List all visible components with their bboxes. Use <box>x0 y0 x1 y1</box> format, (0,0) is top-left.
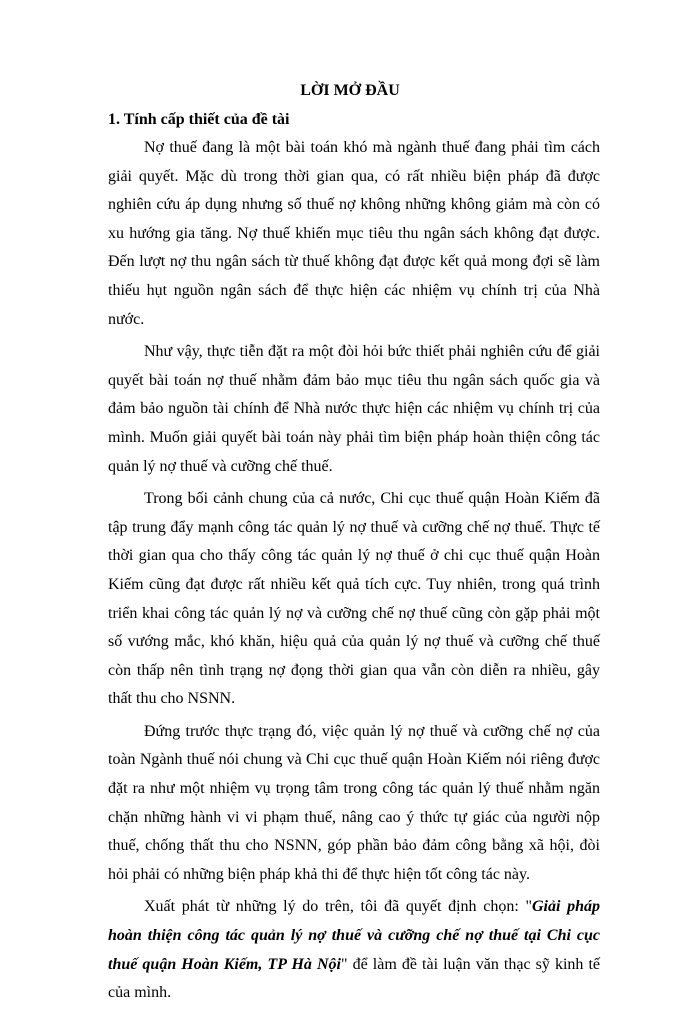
paragraph-5 <box>108 893 600 1007</box>
section-heading: 1. Tính cấp thiết của đề tài <box>108 111 290 128</box>
paragraph-1: Nợ thuế đang là một bài toán khó mà ngành thuế đang phải tìm cách giải quyết. Mặc dù trong thời gian qua, có rất nhiều biện pháp đã được nghiên cứu áp dụng nhưng số thuế nợ không những không giảm mà còn có xu hướng gia tăng. Nợ thuế khiến mục tiêu thu ngân sách không đạt được. Đến lượt nợ thu ngân sách từ thuế không đạt được kết quả mong đợi sẽ làm thiếu hụt nguồn ngân sách để thực hiện các nhiệm vụ chính trị của Nhà nước. <box>108 139 600 328</box>
closing-prefix: Xuất phát từ những lý do trên, tôi đã quyết định chọn: " <box>144 898 532 916</box>
paragraph-4: Đứng trước thực trạng đó, việc quản lý nợ thuế và cưỡng chế nợ của toàn Ngành thuế nói chung và Chi cục thuế quận Hoàn Kiếm nói riêng được đặt ra như một nhiệm vụ trọng tâm trong công tác quản lý thuế nhằm ngăn chặn những hành vi vi phạm thuế, nâng cao ý thức tự giác của người nộp thuế, chống thất thu cho NSNN, góp phần bảo đảm công bằng xã hội, đòi hỏi phải có những biện pháp khả thi để thực hiện tốt công tác này. <box>108 722 600 883</box>
paragraph-3: Trong bối cảnh chung của cả nước, Chi cục thuế quận Hoàn Kiếm đã tập trung đẩy mạnh công tác quản lý nợ thuế và cưỡng chế nợ thuế. Thực tế thời gian qua cho thấy công tác quản lý nợ thuế ở chi cục thuế quận Hoàn Kiếm cũng đạt được rất nhiều kết quả tích cực. Tuy nhiên, trong quá trình triển khai công tác quản lý nợ và cưỡng chế nợ thuế cũng còn gặp phải một số vướng mắc, khó khăn, hiệu quả của quản lý nợ thuế và cưỡng chế thuế còn thấp nên tình trạng nợ đọng thời gian qua vẫn còn diễn ra nhiều, gây thất thu cho NSNN. <box>108 490 600 708</box>
document-body <box>108 134 600 1012</box>
page-title: LỜI MỞ ĐẦU <box>300 82 400 99</box>
thesis-topic: Giải pháp hoàn thiện công tác quản lý nợ thuế và cưỡng chế nợ thuế tại Chi cục thuế quận Hoàn Kiếm, TP Hà Nội <box>108 898 601 973</box>
paragraph-2: Như vậy, thực tiễn đặt ra một đòi hỏi bức thiết phải nghiên cứu để giải quyết bài toán nợ thuế nhằm đảm bảo mục tiêu thu ngân sách quốc gia và đảm bảo nguồn tài chính để Nhà nước thực hiện các nhiệm vụ chính trị của mình. Muốn giải quyết bài toán này phải tìm biện pháp hoàn thiện công tác quản lý nợ thuế và cưỡng chế thuế. <box>108 343 600 475</box>
closing-suffix: " để làm đề tài luận văn thạc sỹ kinh tế của mình. <box>108 955 601 1002</box>
